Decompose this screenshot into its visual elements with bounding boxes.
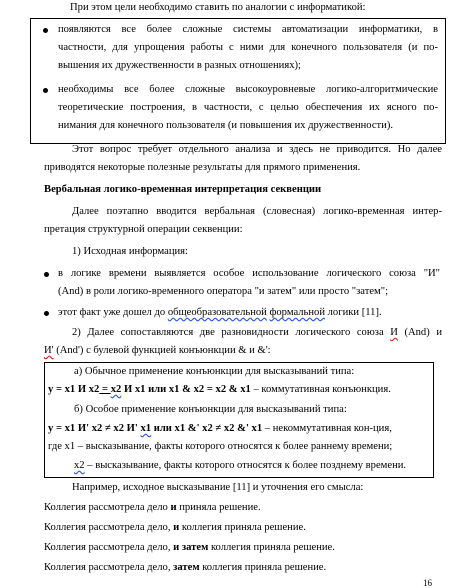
text-segment: Коллегия рассмотрела дело,	[44, 542, 174, 553]
text-segment: =	[99, 384, 111, 395]
example-intro: Например, исходное высказывание [11] и уточнения его смысла:	[72, 482, 364, 493]
text-segment: 2) Далее сопоставляются две разновидности логического союза	[72, 327, 391, 338]
text-segment: формальной	[269, 307, 325, 318]
bullet-marker	[43, 28, 48, 33]
text-segment: этот факт уже дошел до	[58, 307, 168, 318]
text-segment: И x1 или x1 & x2 = x2 & x1	[121, 384, 251, 395]
box2-where1: где x1 – высказывание, факты которого относятся к более раннему времени;	[48, 441, 393, 452]
item1: 1) Исходная информация:	[72, 246, 188, 257]
page-number: 16	[423, 578, 432, 588]
text-segment: Коллегия рассмотрела дело	[44, 502, 171, 513]
text-segment: x2	[74, 460, 85, 471]
bullet-marker	[43, 88, 48, 93]
text-segment: общеобразовательной	[167, 307, 267, 318]
text-segment: логики [11].	[325, 307, 382, 318]
example-line	[44, 502, 261, 514]
text-segment: приняла решение.	[176, 502, 261, 513]
text-segment: y = x1 И' x2 ≠ x2 И'	[48, 423, 141, 434]
item2-line2	[44, 345, 271, 357]
text-segment: или x1 &' x2 ≠ x2 &' x1	[151, 423, 263, 434]
box1-b2-line2: теоретические построения, в частности, с целью обеспечения их ясного по-	[58, 102, 438, 113]
para1-line1: Этот вопрос требует отдельного анализа и здесь не приводится. Но далее	[72, 144, 442, 155]
text-segment: – коммутативная конъюнкция.	[250, 384, 391, 395]
box2-formula2	[48, 423, 392, 435]
para1-line2: приводятся некоторые полезные результаты для прямого применения.	[44, 162, 361, 173]
bullets2-b1-line2: (And) в роли логико-временного оператора "и затем" или просто "затем";	[58, 286, 389, 297]
para2-line2: претация структурной операции секвенции:	[44, 224, 243, 235]
text-segment: x1	[140, 423, 152, 434]
item2-line1	[72, 327, 442, 339]
text-segment: и	[170, 502, 177, 513]
text-segment: затем	[173, 562, 200, 573]
box1-b1-line1: появляются все более сложные системы автоматизации информатики, в	[58, 24, 438, 35]
bullets2-b1-line1: в логике времени выявляется особое использование логического союза "И"	[58, 268, 440, 279]
box1-b1-line2: частности, для упрощения работы с ними для конечного пользователя (и по-	[58, 42, 438, 53]
box1-b2-line3: нимания для конечного пользователя (и повышения их дружественности).	[58, 120, 394, 131]
example-line	[44, 542, 335, 554]
bullets2-b2-line	[58, 307, 382, 319]
box2-b: б) Особое применение конъюнкции для высказываний типа:	[74, 404, 347, 415]
box1-b1-line3: вышения их дружественности в разных отношениях);	[58, 60, 301, 71]
text-segment: – некоммутативная кон-ция,	[262, 423, 392, 434]
box2-a: а) Обычное применение конъюнкции для высказываний типа:	[74, 366, 355, 377]
text-segment: Коллегия рассмотрела дело,	[44, 522, 174, 533]
box2-where2	[74, 460, 406, 472]
text-segment: коллегия приняла решение.	[179, 522, 306, 533]
intro-line: При этом цели необходимо ставить по аналогии с информатикой:	[70, 2, 366, 13]
bullet-marker	[44, 272, 49, 277]
text-segment: – высказывание, факты которого относятся к более позднему времени.	[84, 460, 407, 471]
para2-line1: Далее поэтапно вводится вербальная (словесная) логико-временная интер-	[72, 206, 442, 217]
text-segment: И	[390, 327, 398, 338]
text-segment: (And) и	[397, 327, 442, 338]
text-segment: и затем	[173, 542, 209, 553]
text-segment: y = x1 И x2	[48, 384, 100, 395]
section-heading: Вербальная логико-временная интерпретация секвенции	[44, 184, 322, 195]
text-segment: и	[173, 522, 180, 533]
box2-formula1	[48, 384, 391, 396]
text-segment: коллегия приняла решение.	[199, 562, 327, 573]
text-segment: (And') с булевой функцией конъюнкции & и &':	[53, 345, 271, 356]
text-segment: Коллегия рассмотрела дело,	[44, 562, 174, 573]
example-line	[44, 522, 306, 534]
box1-b2-line1: необходимы все более сложные высокоуровневые логико-алгоритмические	[58, 84, 438, 95]
text-segment: И'	[44, 345, 54, 356]
text-segment: x2	[110, 384, 122, 395]
example-line	[44, 562, 326, 574]
text-segment: коллегия приняла решение.	[208, 542, 335, 553]
bullet-marker	[44, 311, 49, 316]
